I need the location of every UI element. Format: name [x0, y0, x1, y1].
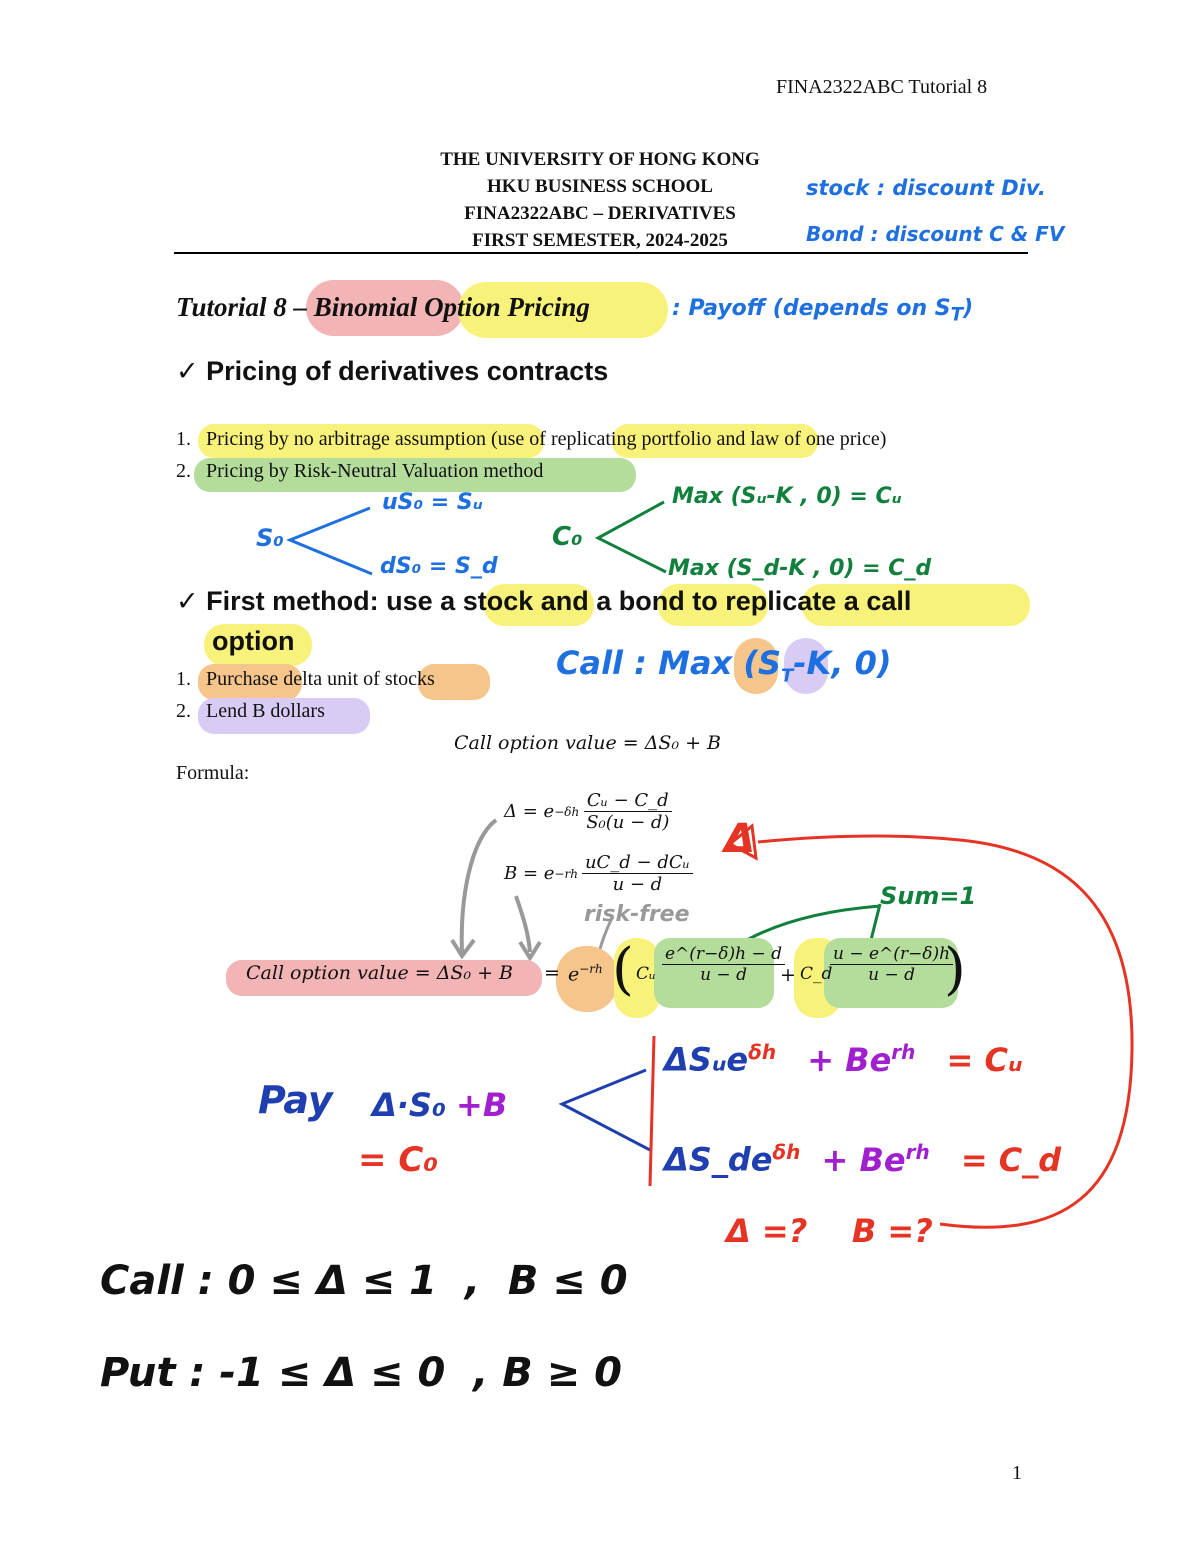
big-formula-eq: = [544, 962, 560, 984]
stock-note: stock : discount Div. [806, 176, 1046, 200]
item-delta-text: delta unit of [278, 668, 385, 690]
cu-fraction [662, 944, 785, 985]
cd-symbol: C_d [800, 964, 833, 984]
system-equation-down [664, 1140, 1061, 1179]
down-state-label: dS₀ = S_d [380, 554, 498, 579]
check-icon: ✓ [176, 356, 199, 386]
call-payoff-st: S [757, 644, 781, 682]
heading-part: a stock [440, 586, 534, 616]
b-formula [504, 852, 693, 895]
cd-prob-numerator: u − e^(r−δ)h [830, 944, 953, 965]
b-fraction [582, 852, 693, 895]
delta-arrow-target: Δ [724, 816, 755, 862]
sys1-b-term: + Be [807, 1040, 892, 1079]
delta-formula [504, 790, 672, 833]
university-name: THE UNIVERSITY OF HONG KONG [440, 149, 760, 170]
system-equation-up [664, 1040, 1023, 1079]
delta-exp: −δh [554, 804, 580, 819]
payoff-note-sub: T [950, 304, 964, 326]
item2-text: Pricing by Risk-Neutral Valuation method [206, 460, 544, 482]
put-delta-range: Put : -1 ≤ Δ ≤ 0 , B ≥ 0 [100, 1350, 622, 1396]
item-number: 2. [176, 460, 191, 482]
cu-prob-denominator: u − d [700, 965, 747, 985]
bond-note: Bond : discount C & FV [806, 222, 1065, 246]
pay-note: Pay [258, 1078, 333, 1122]
sys2-delta-exp: δh [772, 1140, 801, 1164]
equals-c0-note: = C₀ [358, 1140, 439, 1180]
big-formula-lhs: Call option value = ΔS₀ + B [246, 962, 514, 984]
item1-highlight-text: Pricing by no arbitrage assumption [206, 428, 486, 450]
right-paren: ) [944, 937, 966, 1002]
section2-item-2 [176, 700, 325, 723]
item-number: 1. [176, 428, 191, 450]
sys2-b-term: + Be [821, 1140, 906, 1179]
s0-label: S₀ [256, 524, 284, 552]
semester: FIRST SEMESTER, 2024-2025 [472, 230, 728, 251]
call-value-equation: Call option value = ΔS₀ + B [454, 732, 722, 754]
item1-replicating-text: replicating portfolio [550, 428, 712, 450]
sys1-b-exp: rh [891, 1040, 916, 1064]
payoff-note-end: ) [963, 296, 974, 321]
big-e-exp: −rh [579, 962, 603, 976]
sys1-delta-exp: δh [748, 1040, 777, 1064]
check-icon: ✓ [176, 586, 199, 616]
unknowns-note: Δ =? B =? [726, 1212, 933, 1250]
b-numerator: uC_d − dCᵤ [582, 852, 693, 874]
cu-prob-fraction [662, 944, 785, 985]
sys2-b-exp: rh [905, 1140, 930, 1164]
heading-part: replicate a call [725, 586, 912, 616]
call-payoff-note [556, 644, 892, 686]
call-delta-range: Call : 0 ≤ Δ ≤ 1 , B ≤ 0 [100, 1258, 628, 1304]
heading-part: a bond [596, 586, 685, 616]
cd-prob-fraction [830, 944, 953, 985]
big-formula-discount [568, 962, 603, 985]
cd-prob-denominator: u − d [868, 965, 915, 985]
left-paren: ( [612, 937, 634, 1002]
b-denominator: u − d [612, 874, 663, 895]
risk-free-note: risk-free [584, 902, 690, 927]
call-payoff-rest: -K, 0) [793, 644, 892, 682]
delta-numerator: Cᵤ − C_d [584, 790, 672, 812]
c0-label: C₀ [552, 522, 583, 552]
delta-lhs: Δ = e [504, 801, 555, 822]
page-number: 1 [1012, 1462, 1022, 1484]
cu-symbol: Cᵤ [636, 964, 656, 984]
cd-fraction [830, 944, 953, 985]
item-lend: Lend B dollars [206, 700, 325, 722]
call-down-label: Max (S_d-K , 0) = C_d [668, 556, 932, 581]
item-stocks: stocks [384, 668, 435, 690]
title-prefix: Tutorial 8 – [176, 292, 314, 322]
section2-heading-line2: option [212, 626, 295, 656]
school-name: HKU BUSINESS SCHOOL [487, 176, 713, 197]
delta-s0-note: Δ·S₀ [372, 1086, 446, 1124]
call-payoff-st-sub: T [780, 665, 794, 687]
big-e: e [568, 963, 580, 986]
item-number: 1. [176, 668, 191, 690]
b-lhs: B = e [504, 863, 555, 884]
item1-text-end: and law of one price) [711, 428, 887, 450]
sys2-result: = C_d [960, 1140, 1062, 1179]
delta-denominator: S₀(u − d) [586, 812, 670, 833]
up-state-label: uS₀ = Sᵤ [382, 490, 483, 515]
sum-one-note: Sum=1 [880, 882, 977, 910]
section2-heading [176, 586, 911, 617]
running-title: FINA2322ABC Tutorial 8 [776, 76, 988, 98]
cu-prob-numerator: e^(r−δ)h − d [662, 944, 785, 965]
heading-part: and [533, 586, 597, 616]
section1-heading-text: Pricing of derivatives contracts [206, 356, 609, 386]
sys2-delta-term: ΔS_de [664, 1140, 773, 1179]
plus-sign: + [780, 964, 796, 986]
delta-fraction [583, 790, 672, 833]
title-binomial: Binomial [313, 292, 418, 322]
title-option-pricing: Option Pricing [424, 292, 590, 322]
heading-part: First method: use [206, 586, 441, 616]
item-purchase: Purchase [206, 668, 279, 690]
payoff-note-text: : Payoff (depends on S [672, 296, 951, 321]
sys1-result: = Cᵤ [946, 1040, 1023, 1079]
call-payoff-text: Call : Max ( [556, 644, 758, 682]
heading-part: to [684, 586, 726, 616]
plus-b-note: +B [456, 1086, 508, 1124]
section2-item-1 [176, 668, 435, 691]
item-number: 2. [176, 700, 191, 722]
b-exp: −rh [554, 866, 578, 881]
course-name: FINA2322ABC – DERIVATIVES [464, 203, 736, 224]
formula-label: Formula: [176, 762, 250, 784]
item1-text: (use of [485, 428, 551, 450]
call-up-label: Max (Sᵤ-K , 0) = Cᵤ [672, 484, 902, 509]
sys1-delta-term: ΔSᵤe [664, 1040, 749, 1079]
